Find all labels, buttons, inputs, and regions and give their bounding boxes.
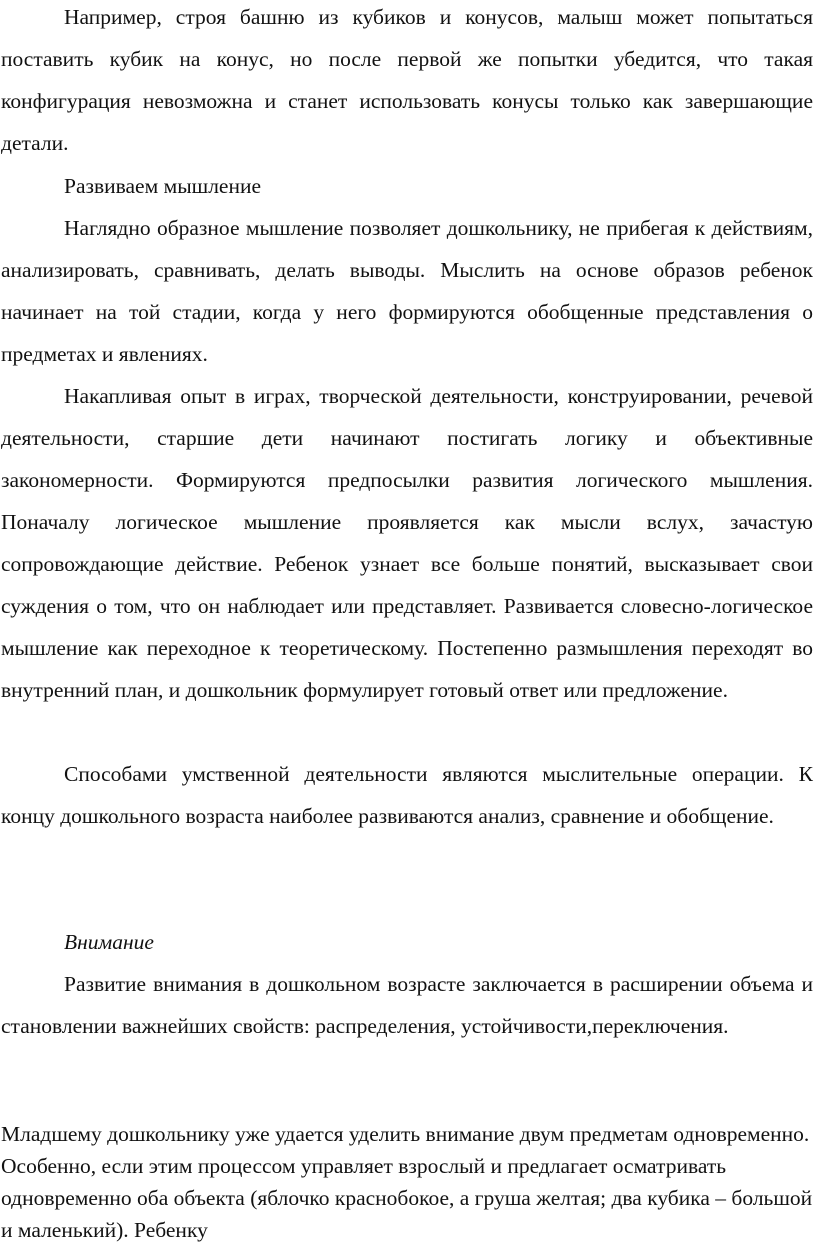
paragraph-mental-operations: Способами умственной деятельности являются мыслительные операции. К концу дошкольного возраста наиболее развиваются анализ, сравнение и обобщение.	[1, 762, 813, 828]
paragraph-attention-development: Развитие внимания в дошкольном возрасте заключается в расширении объема и становлении важнейших свойств: распределения, устойчивости,переключения.	[1, 972, 813, 1038]
paragraph-younger-preschooler: Младшему дошкольнику уже удается уделить внимание двум предметам одновременно. Особенно, если этим процессом управляет взрослый и предлагает осматривать одновременно оба объекта (яблочко краснобокое, а груша желтая; два кубика – большой и маленький). Ребенку	[1, 1121, 813, 1242]
section-heading-thinking: Развиваем мышление	[64, 174, 262, 198]
paragraph-logical-thinking: Накапливая опыт в играх, творческой деятельности, конструировании, речевой деятельности, старшие дети начинают постигать логику и объективные закономерности. Формируются предпосылки развития логического мышления. Поначалу логическое мышление проявляется как мысли вслух, зачастую сопровождающие действие. Ребенок узнает все больше понятий, высказывает свои суждения о том, что он наблюдает или представляет. Развивается словесно-логическое мышление как переходное к теоретическому. Постепенно размышления переходят во внутренний план, и дошкольник формулирует готовый ответ или предложение.	[1, 384, 813, 702]
paragraph-visual-thinking: Наглядно образное мышление позволяет дошкольнику, не прибегая к действиям, анализировать, сравнивать, делать выводы. Мыслить на основе образов ребенок начинает на той стадии, когда у него формируются обобщенные представления о предметах и явлениях.	[1, 216, 813, 366]
section-heading-attention: Внимание	[64, 930, 154, 954]
paragraph-tower-example: Например, строя башню из кубиков и конусов, малыш может попытаться поставить кубик на конус, но после первой же попытки убедится, что такая конфигурация невозможна и станет использовать конусы только как завершающие детали.	[1, 5, 813, 155]
